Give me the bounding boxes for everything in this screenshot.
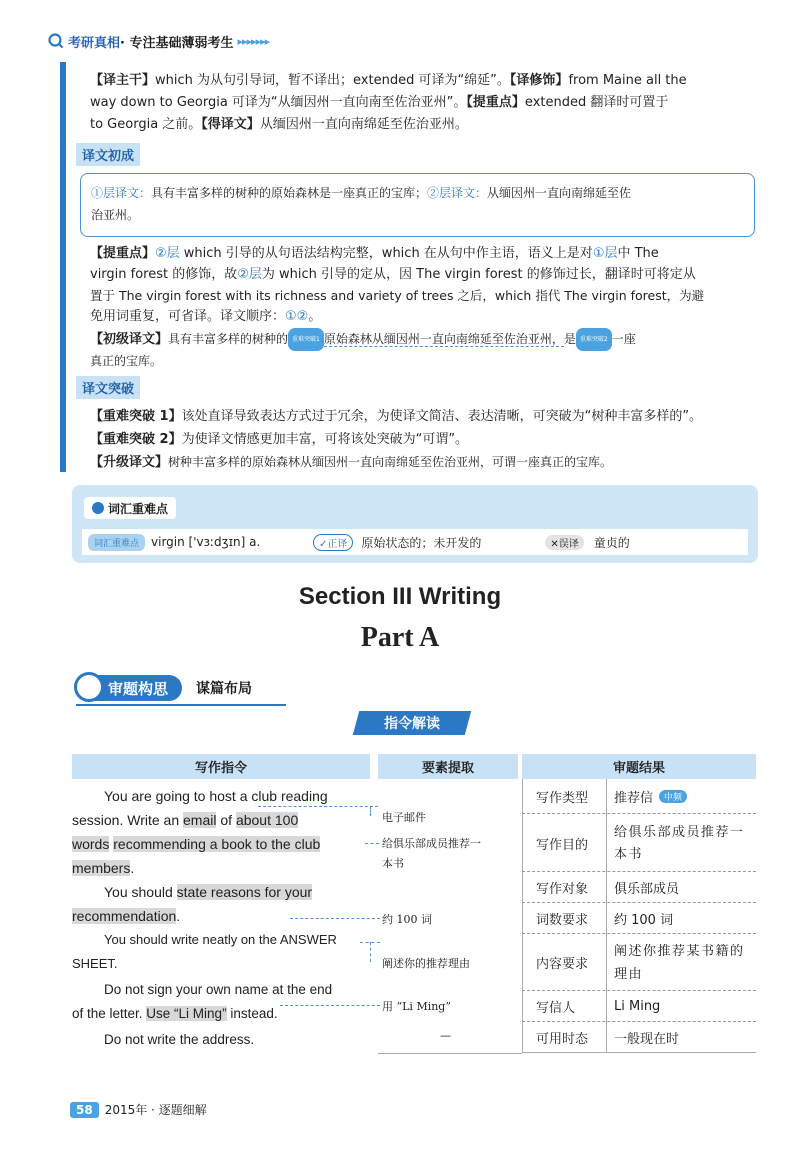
- breakthrough-paragraph: 【重难突破 1】该处直译导致表达方式过于冗余，为使译文简洁、表达清晰，可突破为“树种丰富多样的”。 【重难突破 2】为使译文情感更加丰富，可将该处突破为“可谓”。 【升级译文】树种丰富多样的原始森林从缅因州一直向南绵延至佐治亚州，可谓一座真正的宝库。: [90, 409, 703, 470]
- brand-name: 考研真相: [68, 35, 121, 51]
- page-header: [48, 30, 269, 52]
- vocab-circle-icon: [92, 502, 104, 514]
- result-row-type: 写作类型 推荐信 中频: [522, 779, 756, 814]
- result-row-content: 内容要求 阐述你推荐某书籍的理由: [522, 934, 756, 991]
- instruction-reading-tag: 指令解读: [353, 711, 471, 735]
- extract-tense: —: [440, 1029, 451, 1042]
- result-row-audience: 写作对象 俱乐部成员: [522, 872, 756, 903]
- correct-meaning: 原始状态的；未开发的: [361, 535, 482, 550]
- extract-words: 约 100 词: [382, 913, 432, 926]
- connector-3: [290, 918, 380, 919]
- section-title: Section III Writing: [298, 583, 502, 610]
- banner-pill: 审题构思: [76, 675, 182, 701]
- page-footer: [70, 1101, 207, 1118]
- break-chip-1: 重难突破1: [288, 328, 324, 351]
- banner-sub: 谋篇布局: [196, 681, 253, 697]
- tag-breakthrough: 译文突破: [76, 376, 140, 399]
- wrong-label: ✕误译: [545, 535, 583, 550]
- frequency-badge: 中频: [659, 790, 687, 803]
- page-number: 58: [70, 1102, 99, 1118]
- footer-text: 2015年 · 逐题细解: [104, 1103, 207, 1117]
- extract-email: 电子邮件: [382, 811, 426, 824]
- basic-translation: 【初级译文】具有丰富多样的树种的 重难突破1 原始森林从缅因州一直向南绵延至佐治亚州，是 重难突破2 一座 真正的宝库。: [90, 328, 760, 372]
- header-extract: 要素提取: [378, 754, 518, 779]
- break-chip-2: 重难突破2: [576, 328, 612, 351]
- extract-reasons: 阐述你的推荐理由: [382, 957, 470, 970]
- vocab-word: virgin ['vɜːdʒɪn] a.: [151, 535, 261, 549]
- result-row-purpose: 写作目的 给俱乐部成员推荐一本书: [522, 814, 756, 872]
- magnifier-logo-icon: [48, 33, 64, 49]
- left-accent-bar: [60, 62, 66, 472]
- correct-label: ✓正译: [313, 534, 353, 551]
- arrows-decoration: ▸▸▸▸▸▸▸: [237, 34, 270, 48]
- vocab-row: [82, 529, 748, 555]
- vocab-panel: [72, 485, 758, 563]
- layer-translation-box: ①层译文：具有丰富多样的树种的原始森林是一座真正的宝库；②层译文：从缅因州一直向南绵延至佐 治亚州。: [80, 173, 755, 237]
- connector-1: [258, 806, 378, 807]
- header-instruction: 写作指令: [72, 754, 370, 779]
- focus-paragraph: 【提重点】②层 which 引导的从句语法结构完整，which 在从句中作主语，语义上是对①层中 The virgin forest 的修饰，故②层为 which 引导的定从，因 The virgin forest 的修饰过长，翻译时可将定从 置于 The virgin forest with its richness and variety of trees 之后，which 指代 The virgin forest，为避 免用词重复，可省译。译文顺序：①②。: [90, 246, 705, 324]
- tag-initial-translation: 译文初成: [76, 143, 140, 166]
- wrong-meaning: 童贞的: [593, 535, 630, 550]
- result-row-wordcount: 词数要求 约 100 词: [522, 903, 756, 934]
- result-row-tense: 可用时态 一般现在时: [522, 1022, 756, 1053]
- instruction-text: You are going to host a club reading session. Write an email of about 100 words recommending a book to the club members. You should state reasons for your recommendation. You should write neatly on the ANSWER SHEET. Do not sign your own name at the end of the letter. Use “Li Ming” instead. Do not write the address.: [72, 788, 337, 1047]
- analysis-banner: [76, 672, 252, 704]
- connector-2: [365, 843, 379, 844]
- extract-name: 用 “Li Ming”: [382, 1000, 451, 1013]
- part-title: Part A: [360, 622, 440, 653]
- vocab-title: 词汇重难点: [84, 497, 176, 519]
- translation-block: 【译主干】which 为从句引导词，暂不译出；extended 可译为“绵延”。【译修饰】from Maine all the way down to Georgia 可译为“从缅因州一直向南至佐治亚州”。【提重点】extended 翻译时可置于 to Georgia 之前。【得译文】从缅因州一直向南绵延至佐治亚州。: [90, 73, 687, 132]
- banner-magnifier-icon: [74, 672, 104, 702]
- vocab-chip: 词汇重难点: [88, 534, 145, 551]
- brand-slogan: · 专注基础薄弱考生: [120, 35, 234, 51]
- connector-5: [280, 1005, 380, 1006]
- result-row-writer: 写信人 Li Ming: [522, 991, 756, 1022]
- extract-purpose: 给俱乐部成员推荐一 本书: [382, 837, 481, 870]
- header-result: 审题结果: [522, 754, 756, 779]
